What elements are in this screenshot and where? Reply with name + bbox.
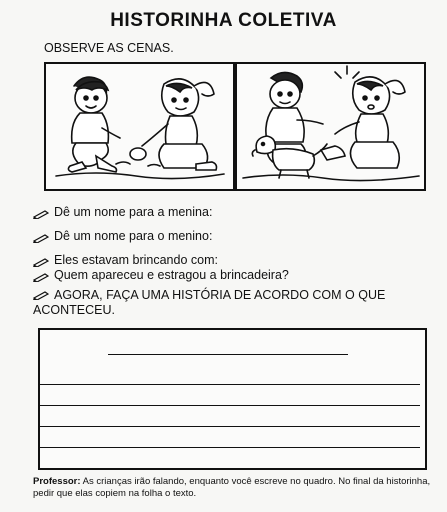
scene-2-panel bbox=[235, 62, 426, 191]
pencil-icon bbox=[33, 209, 49, 219]
teacher-note-text: As crianças irão falando, enquanto você escreve no quadro. No final da historinha, pedir que elas copiem na folha o texto. bbox=[33, 476, 431, 499]
scene-1-illustration bbox=[46, 64, 233, 189]
question-who-ruined bbox=[33, 268, 289, 282]
instruction-text: OBSERVE AS CENAS. bbox=[44, 41, 174, 55]
pencil-icon bbox=[33, 272, 49, 282]
story-line[interactable] bbox=[40, 426, 420, 427]
story-prompt bbox=[33, 288, 423, 318]
question-girl-name-label: Dê um nome para a menina: bbox=[54, 205, 213, 219]
question-playing-with-label: Eles estavam brincando com: bbox=[54, 253, 218, 267]
question-who-ruined-label: Quem apareceu e estragou a brincadeira? bbox=[54, 268, 289, 282]
question-playing-with bbox=[33, 253, 218, 267]
question-girl-name bbox=[33, 205, 212, 219]
story-prompt-text: AGORA, FAÇA UMA HISTÓRIA DE ACORDO COM O QUE ACONTECEU. bbox=[33, 288, 386, 317]
question-boy-name-label: Dê um nome para o menino: bbox=[54, 229, 213, 243]
story-line[interactable] bbox=[40, 405, 420, 406]
teacher-note bbox=[33, 476, 433, 500]
scene-2-illustration bbox=[237, 64, 424, 189]
story-writing-box[interactable] bbox=[38, 328, 427, 470]
pencil-icon bbox=[33, 290, 49, 300]
question-boy-name bbox=[33, 229, 212, 243]
story-line[interactable] bbox=[40, 447, 420, 448]
teacher-note-label: Professor: bbox=[33, 476, 81, 487]
pencil-icon bbox=[33, 257, 49, 267]
story-line[interactable] bbox=[40, 384, 420, 385]
scene-1-panel bbox=[44, 62, 235, 191]
pencil-icon bbox=[33, 233, 49, 243]
story-title-line[interactable] bbox=[108, 354, 348, 355]
worksheet-title: HISTORINHA COLETIVA bbox=[110, 10, 337, 31]
